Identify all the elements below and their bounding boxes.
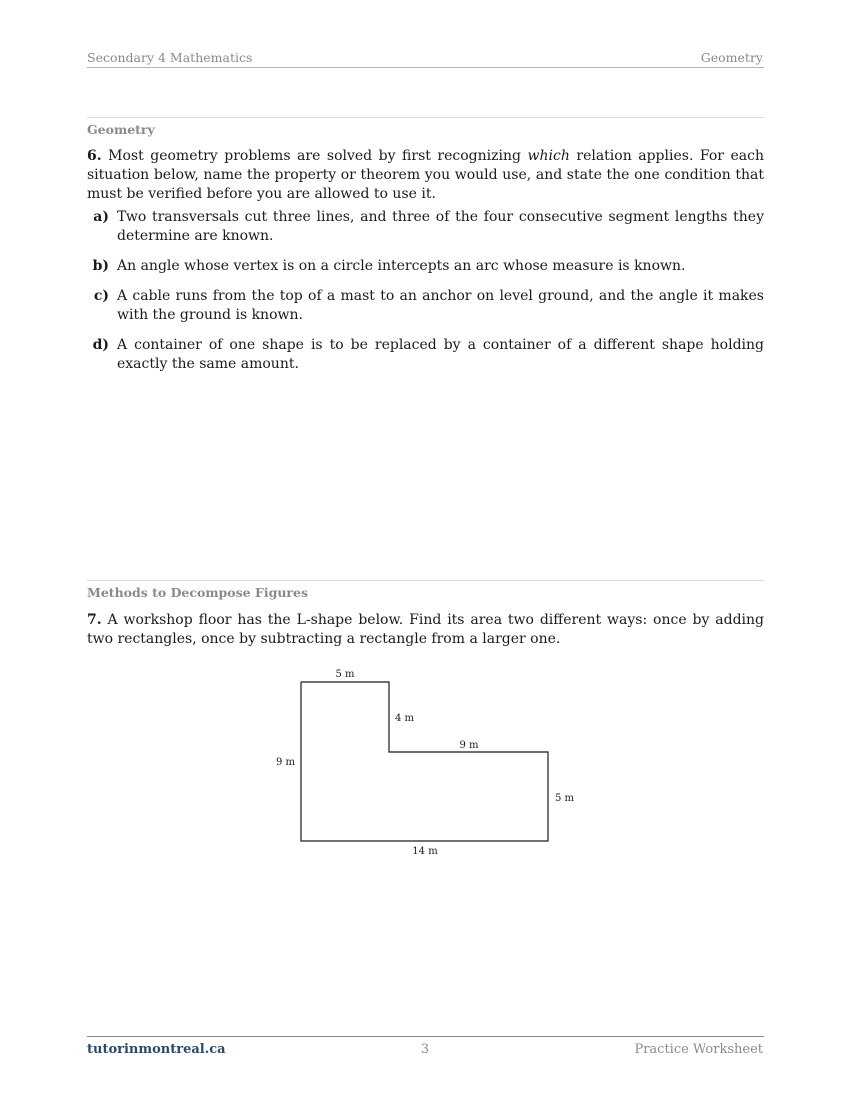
- question-text-before: Most geometry problems are solved by first recognizing: [108, 148, 521, 164]
- item-label: a): [93, 209, 109, 225]
- question-text-after: relation applies. For each situation below, name the property or theorem you would use, and state the one condition that must be verified before you are allowed to use it.: [87, 148, 765, 202]
- footer-site: tutorinmontreal.ca: [87, 1042, 226, 1057]
- page-number: 3: [420, 1042, 430, 1057]
- header-rule: [87, 67, 764, 68]
- dim-right: 5 m: [555, 793, 575, 804]
- l-shape-figure: [260, 660, 600, 865]
- item-text: An angle whose vertex is on a circle intercepts an arc whose measure is known.: [117, 258, 686, 274]
- dim-bottom: 14 m: [412, 846, 438, 857]
- header-topic: Geometry: [700, 50, 763, 65]
- footer-rule: [87, 1036, 764, 1037]
- item-label: c): [93, 288, 109, 304]
- dim-top: 5 m: [335, 669, 355, 680]
- question-6-items: [87, 208, 764, 385]
- item-label: b): [92, 258, 109, 274]
- header-course: Secondary 4 Mathematics: [87, 50, 253, 65]
- item-text: A cable runs from the top of a mast to an anchor on level ground, and the angle it makes with the ground is known.: [117, 288, 764, 323]
- item-text: Two transversals cut three lines, and three of the four consecutive segment lengths they determine are known.: [117, 209, 764, 244]
- question-emphasis: which: [527, 148, 570, 164]
- section-title-geometry: Geometry: [87, 122, 155, 137]
- list-item: [87, 336, 764, 374]
- list-item: [87, 257, 764, 276]
- question-number: 7.: [87, 612, 102, 628]
- question-number: 6.: [87, 148, 102, 164]
- section-divider: [87, 117, 764, 118]
- dim-inner-horizontal: 9 m: [459, 740, 479, 751]
- question-7-text: [87, 611, 764, 649]
- item-label: d): [92, 337, 109, 353]
- section-divider: [87, 580, 764, 581]
- question-6-text: [87, 147, 764, 204]
- item-text: A container of one shape is to be replaced by a container of a different shape holding exactly the same amount.: [117, 337, 764, 372]
- list-item: [87, 208, 764, 246]
- section-title-decompose: Methods to Decompose Figures: [87, 585, 308, 600]
- dim-inner-vertical: 4 m: [395, 713, 415, 724]
- l-shape-outline: [301, 682, 548, 841]
- footer-label: Practice Worksheet: [634, 1042, 763, 1057]
- question-text: A workshop floor has the L-shape below. Find its area two different ways: once by adding two rectangles, once by subtracting a rectangle from a larger one.: [87, 612, 764, 647]
- dim-left: 9 m: [275, 757, 295, 768]
- list-item: [87, 287, 764, 325]
